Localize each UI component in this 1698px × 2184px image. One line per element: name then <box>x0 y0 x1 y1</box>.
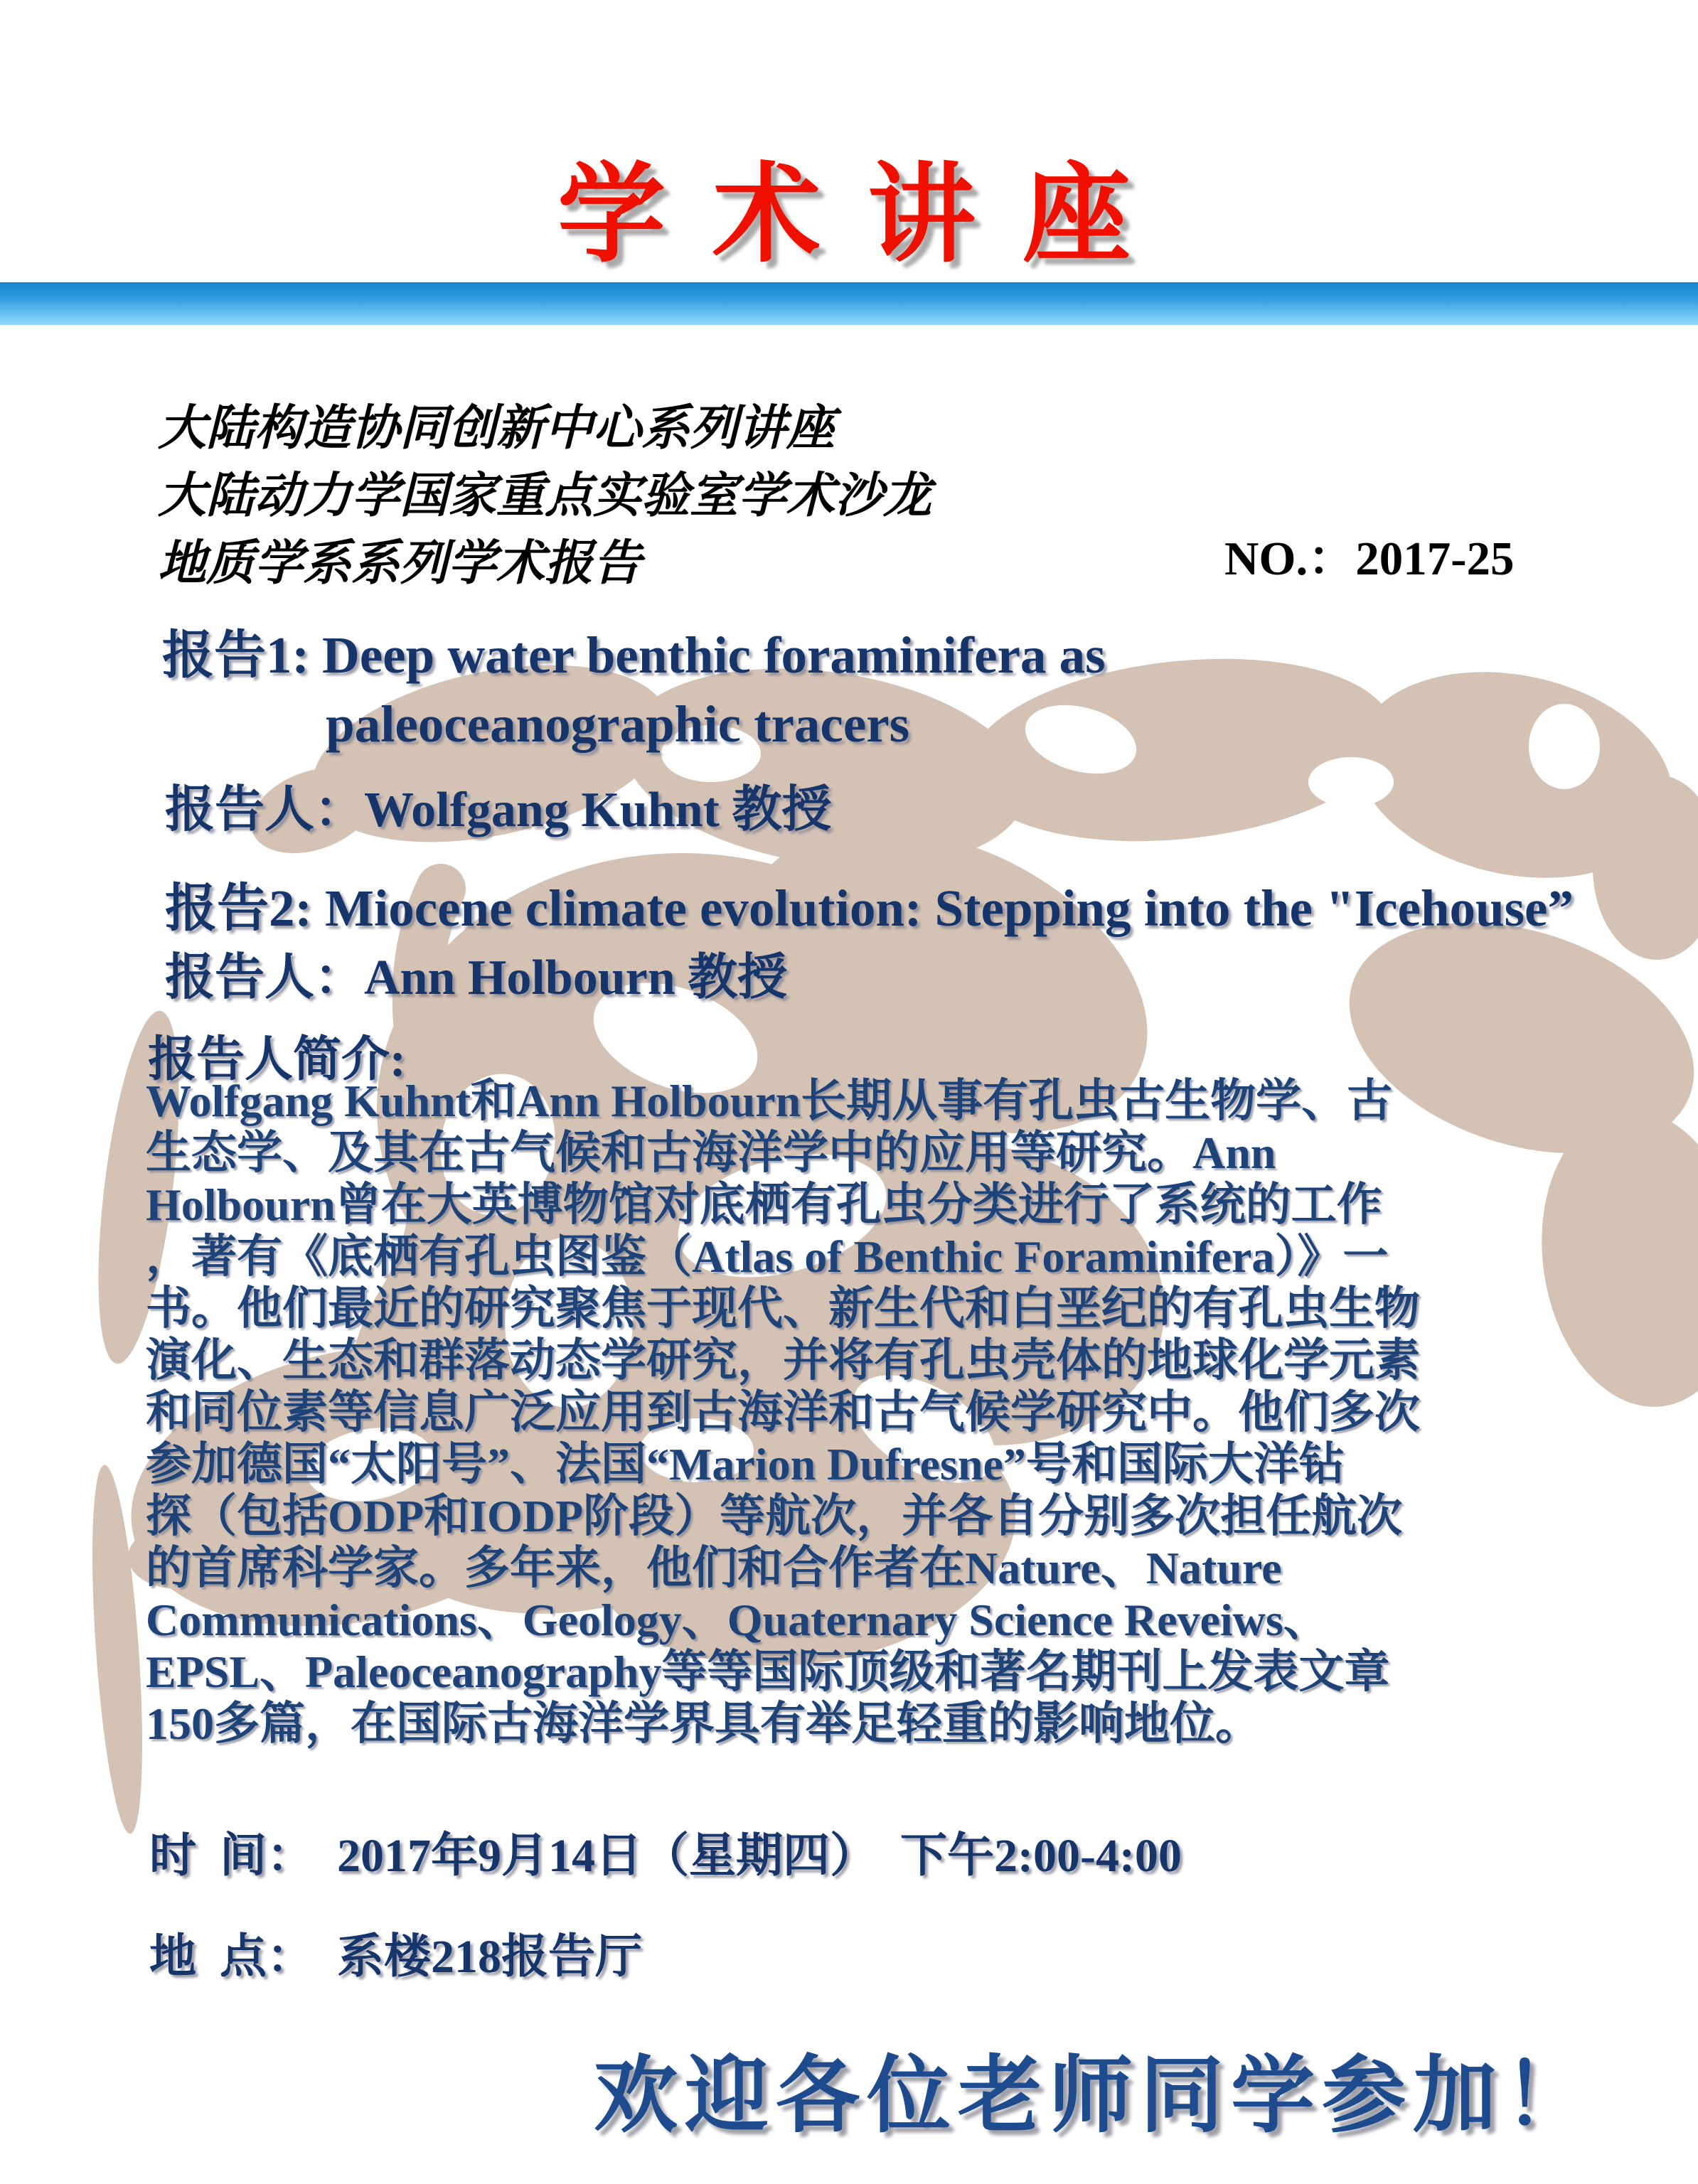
report1-speaker: 报告人：Wolfgang Kuhnt 教授 <box>165 783 832 837</box>
bio-line: 探（包括ODP和IODP阶段）等航次，并各自分别多次担任航次 <box>146 1491 1403 1541</box>
bio-line: 参加德国“太阳号”、法国“Marion Dufresne”号和国际大洋钻 <box>146 1439 1345 1489</box>
bio-line: 书。他们最近的研究聚焦于现代、新生代和白垩纪的有孔虫生物 <box>146 1283 1420 1334</box>
bio-line: 的首席科学家。多年来，他们和合作者在Nature、Nature <box>146 1543 1282 1593</box>
series-line-3: 地质学系系列学术报告 <box>158 536 642 590</box>
bio-line: Communications、Geology、Quaternary Science Reveiws、 <box>146 1595 1329 1645</box>
bio-line: EPSL、Paleoceanography等等国际顶级和著名期刊上发表文章 <box>146 1647 1390 1697</box>
bio-line: Wolfgang Kuhnt和Ann Holbourn长期从事有孔虫古生物学、古 <box>146 1076 1393 1126</box>
series-line-1: 大陆构造协同创新中心系列讲座 <box>158 401 835 455</box>
bio-line: 和同位素等信息广泛应用到古海洋和古气候学研究中。他们多次 <box>146 1387 1420 1438</box>
report1-title-line1: 报告1: Deep water benthic foraminifera as <box>162 626 1106 684</box>
report2-speaker: 报告人：Ann Holbourn 教授 <box>165 951 788 1005</box>
welcome-message: 欢迎各位老师同学参加！ <box>594 2049 1596 2143</box>
bio-line: 150多篇，在国际古海洋学界具有举足轻重的影响地位。 <box>146 1698 1261 1749</box>
bio-line: 演化、生态和群落动态学研究，并将有孔虫壳体的地球化学元素 <box>146 1335 1420 1386</box>
bio-paragraph <box>146 1075 1639 1750</box>
page-title: 学 术 讲 座 <box>557 156 1141 275</box>
bio-heading: 报告人简介: <box>148 1032 406 1086</box>
time-row: 时 间： 2017年9月14日（星期四） 下午2:00-4:00 <box>149 1830 1182 1882</box>
series-line-2: 大陆动力学国家重点实验室学术沙龙 <box>158 469 932 523</box>
bio-line: ，著有《底栖有孔虫图鉴（Atlas of Benthic Foraminifera）》一 <box>146 1231 1389 1282</box>
blue-divider-bar <box>0 282 1698 325</box>
issue-number: NO.：2017-25 <box>1224 532 1515 585</box>
location-row: 地 点： 系楼218报告厅 <box>149 1931 642 1983</box>
bio-line: 生态学、及其在古气候和古海洋学中的应用等研究。Ann <box>146 1128 1276 1178</box>
report2-title: 报告2: Miocene climate evolution: Stepping into the "Icehouse” <box>165 879 1574 937</box>
report1-title-line2: paleoceanographic tracers <box>326 695 910 753</box>
bio-line: Holbourn曾在大英博物馆对底栖有孔虫分类进行了系统的工作 <box>146 1179 1382 1230</box>
